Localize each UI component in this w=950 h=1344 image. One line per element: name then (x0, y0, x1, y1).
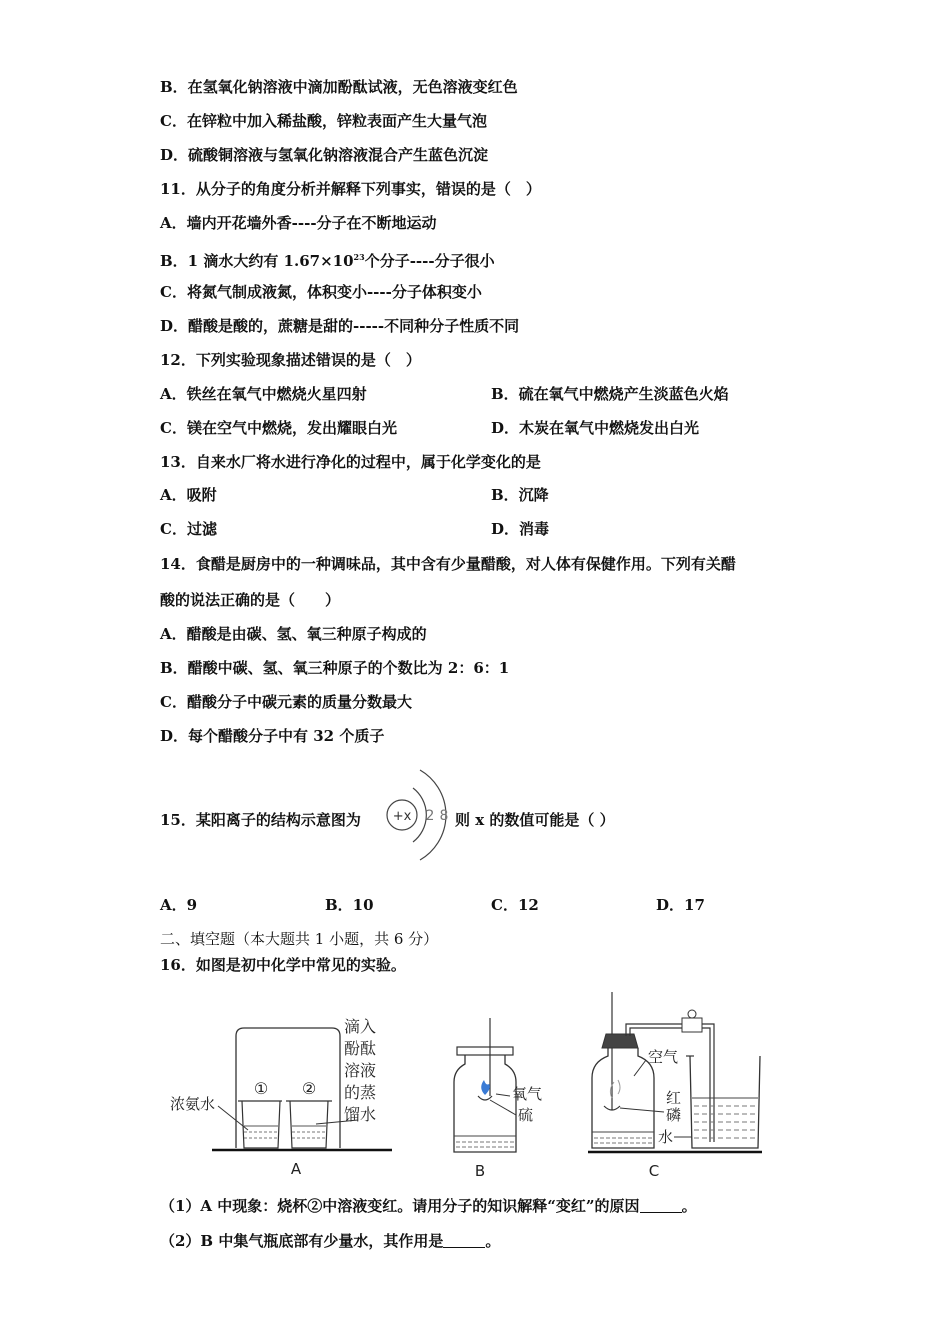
phenolphthalein-label-line: 滴入 (344, 1017, 377, 1036)
shell-2-count: 8 (439, 808, 449, 824)
q11-option-b (160, 247, 495, 271)
q15-stem-pre: 15．某阳离子的结构示意图为 (160, 811, 361, 829)
q15-option-a: A．9 (160, 896, 198, 914)
q16-stem: 16．如图是初中化学中常见的实验。 (160, 956, 406, 974)
shell-1-count: 2 (425, 808, 435, 824)
q14-option-a: A．醋酸是由碳、氢、氧三种原子构成的 (160, 625, 427, 643)
q11-option-c: C．将氮气制成液氮，体积变小----分子体积变小 (160, 283, 482, 301)
q12-stem: 12．下列实验现象描述错误的是（ ） (160, 351, 421, 369)
connecting-tube-inner (630, 1028, 710, 1142)
q16-sub2-end: 。 (485, 1232, 501, 1250)
beaker-1-label: ① (253, 1079, 269, 1098)
connecting-tube-outer (626, 1024, 714, 1142)
q16-sub1-text: （1）A 中现象：烧杯②中溶液变红。请用分子的知识解释“变红”的原因 (160, 1197, 640, 1215)
q12-option-a: A．铁丝在氧气中燃烧火星四射 (160, 385, 367, 403)
answer-blank-2[interactable] (443, 1233, 485, 1248)
q16-sub1-end: 。 (681, 1197, 697, 1215)
water-label: 水 (658, 1128, 674, 1146)
q13-stem: 13．自来水厂将水进行净化的过程中，属于化学变化的是 (160, 453, 541, 471)
q15-stem-post: 则 x 的数值可能是（ ） (455, 811, 615, 829)
phenolphthalein-label (344, 1017, 376, 1124)
q11-stem: 11．从分子的角度分析并解释下列事实，错误的是（ ） (160, 180, 541, 198)
phenolphthalein-label-line: 酚酞 (344, 1039, 377, 1058)
phenolphthalein-label-line: 的蒸 (344, 1083, 377, 1102)
q13-option-d: D．消毒 (491, 520, 550, 538)
ammonia-pointer (218, 1106, 248, 1130)
figure-a-ammonia-diffusion (168, 1012, 400, 1180)
oxygen-label: 氧气 (512, 1085, 543, 1103)
q14-option-c: C．醋酸分子中碳元素的质量分数最大 (160, 693, 412, 711)
q15-option-b: B．10 (325, 896, 374, 914)
nucleus-charge: +x (392, 809, 412, 824)
spring-clamp (682, 1018, 702, 1032)
phosphorus-pointer (620, 1108, 664, 1112)
figure-a-label: A (290, 1160, 302, 1178)
beaker-1 (242, 1101, 280, 1148)
q11-option-b-exponent: 23 (353, 252, 365, 262)
q13-option-b: B．沉降 (491, 486, 549, 504)
q12-option-d: D．木炭在氧气中燃烧发出白光 (491, 419, 700, 437)
q16-sub2 (160, 1231, 500, 1251)
q10-option-d: D．硫酸铜溶液与氢氧化钠溶液混合产生蓝色沉淀 (160, 146, 489, 164)
ion-structure-diagram (380, 762, 452, 868)
q15-option-d: D．17 (656, 896, 705, 914)
section-2-heading: 二、填空题（本大题共 1 小题，共 6 分） (160, 930, 439, 948)
combustion-spoon (478, 1096, 492, 1100)
q16-sub2-text: （2）B 中集气瓶底部有少量水，其作用是 (160, 1232, 444, 1250)
q11-option-d: D．醋酸是酸的，蔗糖是甜的-----不同种分子性质不同 (160, 317, 520, 335)
q15-option-c: C．12 (491, 896, 539, 914)
figure-b-sulfur-combustion (440, 1014, 550, 1180)
phenolphthalein-label-line: 溶液 (344, 1061, 377, 1080)
q14-stem-line2: 酸的说法正确的是（ ） (160, 591, 341, 609)
q14-stem-line1: 14．食醋是厨房中的一种调味品，其中含有少量醋酸，对人体有保健作用。下列有关醋 (160, 555, 736, 573)
beaker-2 (290, 1101, 328, 1148)
q14-option-b: B．醋酸中碳、氢、氧三种原子的个数比为 2：6：1 (160, 659, 510, 677)
electron-shell-1 (413, 788, 426, 842)
q13-option-a: A．吸附 (160, 486, 217, 504)
q12-option-b: B．硫在氧气中燃烧产生淡蓝色火焰 (491, 385, 729, 403)
ammonia-label: 浓氨水 (170, 1095, 216, 1113)
bell-jar (236, 1028, 340, 1148)
oxygen-pointer (496, 1094, 510, 1096)
q11-option-b-pre: B．1 滴水大约有 1.67×10 (160, 252, 354, 270)
red-phosphorus-label-2: 磷 (666, 1106, 682, 1124)
wide-mouth-bottle (592, 1048, 654, 1148)
bottle-lid (457, 1047, 513, 1055)
figure-b-label: B (474, 1162, 486, 1180)
rubber-stopper (602, 1034, 638, 1048)
air-pointer (634, 1060, 646, 1076)
gas-collecting-bottle (454, 1055, 516, 1152)
q13-option-c: C．过滤 (160, 520, 217, 538)
figure-c-label: C (648, 1162, 660, 1180)
q11-option-a: A．墙内开花墙外香----分子在不断地运动 (160, 214, 437, 232)
phenolphthalein-label-line: 馏水 (344, 1105, 377, 1124)
beaker-2-label: ② (301, 1079, 317, 1098)
q16-sub1 (160, 1196, 697, 1216)
figure-c-oxygen-content (582, 990, 772, 1180)
answer-blank-1[interactable] (640, 1198, 682, 1213)
q14-option-d: D．每个醋酸分子中有 32 个质子 (160, 727, 385, 745)
q12-option-c: C．镁在空气中燃烧，发出耀眼白光 (160, 419, 397, 437)
blue-flame (481, 1080, 490, 1095)
beaker-c (690, 1056, 760, 1148)
q11-option-b-post: 个分子----分子很小 (364, 252, 495, 270)
sulfur-label: 硫 (518, 1106, 534, 1124)
q10-option-b: B．在氢氧化钠溶液中滴加酚酞试液，无色溶液变红色 (160, 78, 518, 96)
q10-option-c: C．在锌粒中加入稀盐酸，锌粒表面产生大量气泡 (160, 112, 487, 130)
red-phosphorus-label-1: 红 (666, 1089, 682, 1107)
air-label: 空气 (648, 1048, 679, 1066)
